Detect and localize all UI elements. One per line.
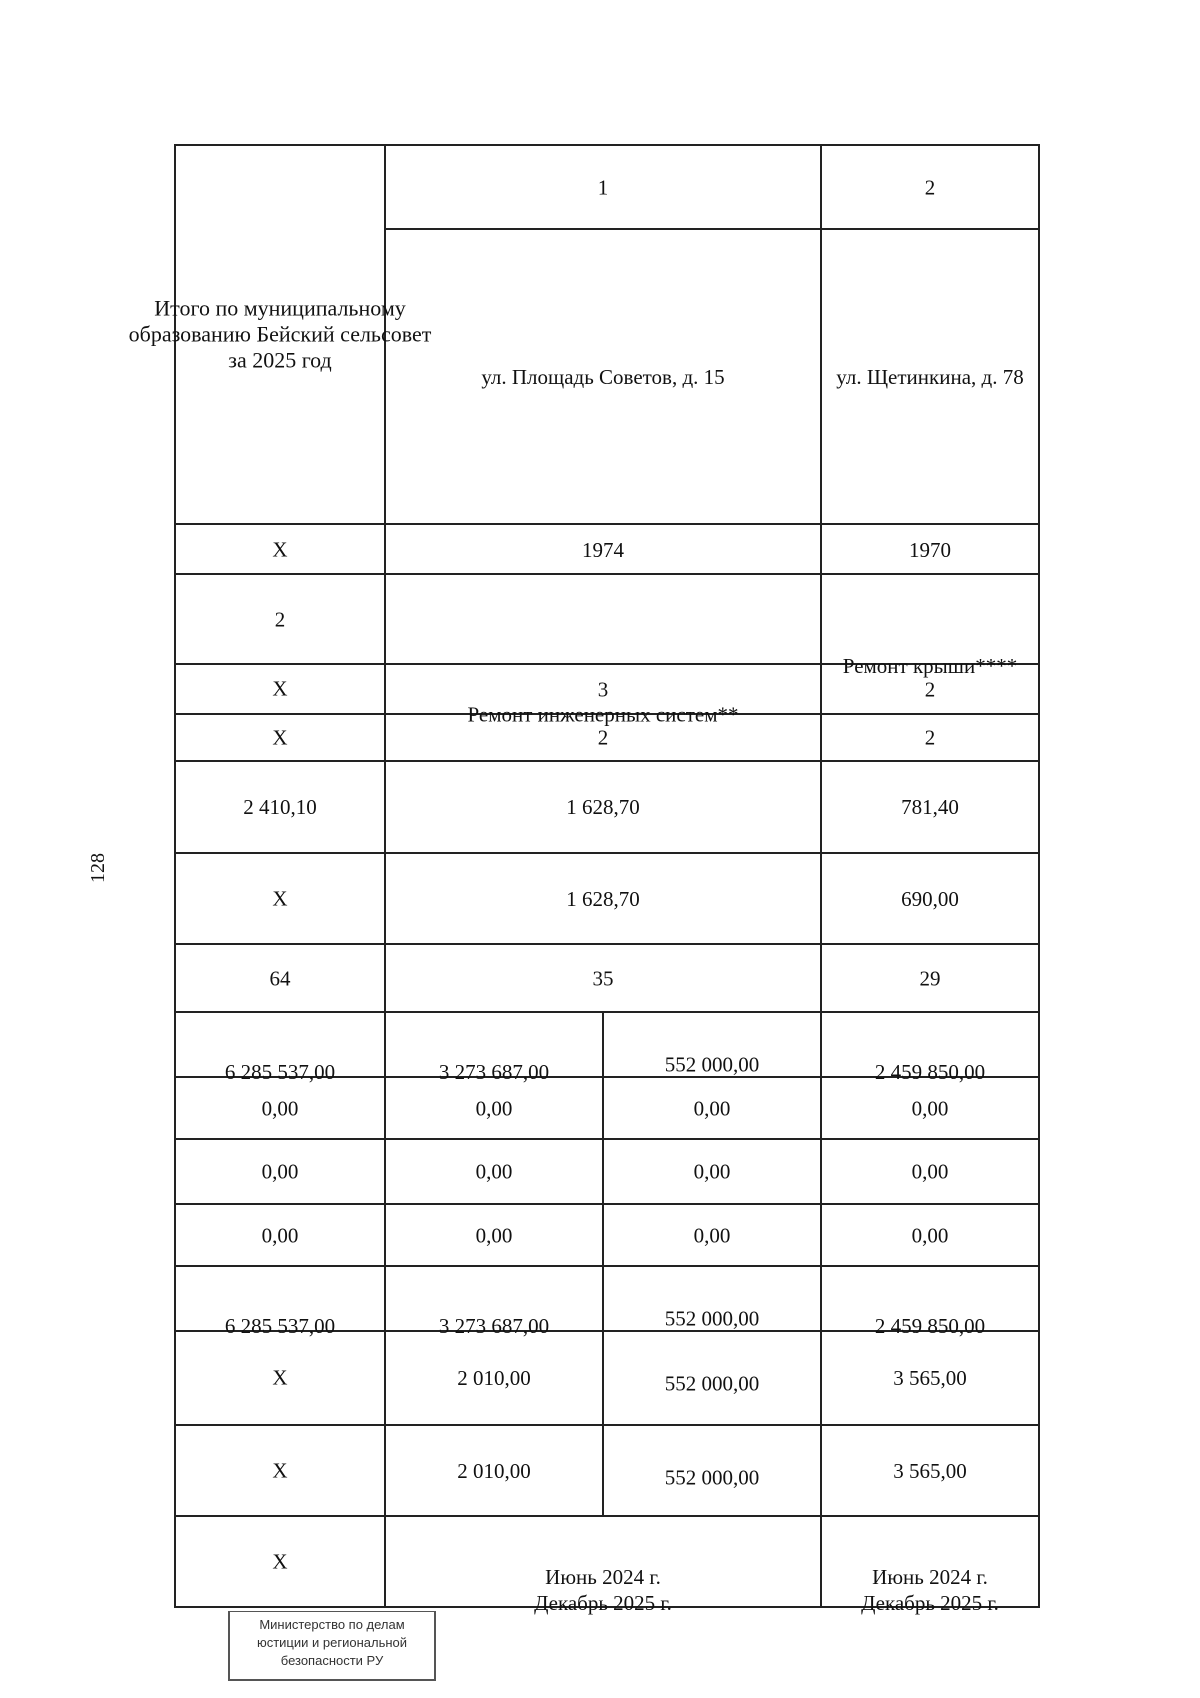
total-c11: 0,00 bbox=[175, 1077, 385, 1139]
table-row-2 bbox=[821, 145, 1039, 1607]
row-area: 781,40 bbox=[821, 761, 1039, 853]
row-c5: 2 bbox=[821, 664, 1039, 713]
page-number: 128 bbox=[87, 853, 109, 883]
row-work-type: Ремонт крыши**** bbox=[821, 574, 1039, 664]
row-c6: 2 bbox=[385, 714, 821, 761]
total-year: X bbox=[175, 524, 385, 573]
total-unit-cost: X bbox=[175, 1331, 385, 1426]
row-unit-cost-a: 552 000,00 bbox=[603, 1331, 821, 1426]
total-cost-other: 6 285 537,00 bbox=[175, 1266, 385, 1331]
row-c12-b: 0,00 bbox=[385, 1139, 603, 1204]
row-period: Июнь 2024 г. Декабрь 2025 г. bbox=[385, 1516, 821, 1607]
total-area2: X bbox=[175, 853, 385, 943]
register-table-container bbox=[128, 144, 1040, 1615]
row-cost-other-a: 552 000,00 bbox=[603, 1266, 821, 1331]
row-c13-a: 0,00 bbox=[603, 1204, 821, 1266]
row-area: 1 628,70 bbox=[385, 761, 821, 853]
row-limit-cost-a: 552 000,00 bbox=[603, 1425, 821, 1515]
stamp-line: Министерство по делам bbox=[259, 1617, 405, 1632]
total-c13: 0,00 bbox=[175, 1204, 385, 1266]
row-people: 35 bbox=[385, 944, 821, 1013]
row-work-type: Ремонт инженерных систем** bbox=[385, 574, 821, 664]
row-unit-cost: 3 565,00 bbox=[821, 1331, 1039, 1426]
total-people: 64 bbox=[175, 944, 385, 1013]
row-c6: 2 bbox=[821, 714, 1039, 761]
row-cost-other: 2 459 850,00 bbox=[821, 1266, 1039, 1331]
stamp-line: безопасности РУ bbox=[280, 1653, 384, 1668]
total-cost-total: 6 285 537,00 bbox=[175, 1012, 385, 1077]
row-c13: 0,00 bbox=[821, 1204, 1039, 1266]
total-area: 2 410,10 bbox=[175, 761, 385, 853]
row-c12: 0,00 bbox=[821, 1139, 1039, 1204]
row-limit-cost: 3 565,00 bbox=[821, 1425, 1039, 1515]
row-c11-a: 0,00 bbox=[603, 1077, 821, 1139]
capital-repair-table bbox=[128, 144, 1040, 1615]
row-c5: 3 bbox=[385, 664, 821, 713]
row-limit-cost-b: 2 010,00 bbox=[385, 1425, 603, 1515]
total-limit-cost: X bbox=[175, 1425, 385, 1515]
row-area2: 690,00 bbox=[821, 853, 1039, 943]
row-period: Июнь 2024 г. Декабрь 2025 г. bbox=[821, 1516, 1039, 1607]
row-number: 1 bbox=[385, 145, 821, 229]
row-unit-cost-b: 2 010,00 bbox=[385, 1331, 603, 1426]
registration-stamp bbox=[228, 1611, 436, 1681]
row-cost-other-b: 3 273 687,00 bbox=[385, 1266, 603, 1331]
row-address: ул. Площадь Советов, д. 15 bbox=[385, 229, 821, 525]
row-c11-b: 0,00 bbox=[385, 1077, 603, 1139]
row-cost-total-b: 3 273 687,00 bbox=[385, 1012, 603, 1077]
row-area2: 1 628,70 bbox=[385, 853, 821, 943]
total-c5: X bbox=[175, 664, 385, 713]
row-year: 1974 bbox=[385, 524, 821, 573]
row-people: 29 bbox=[821, 944, 1039, 1013]
row-c12-a: 0,00 bbox=[603, 1139, 821, 1204]
row-cost-total: 2 459 850,00 bbox=[821, 1012, 1039, 1077]
row-address: ул. Щетинкина, д. 78 bbox=[821, 229, 1039, 525]
total-period: X bbox=[175, 1516, 385, 1607]
row-c13-b: 0,00 bbox=[385, 1204, 603, 1266]
table-row-total bbox=[175, 145, 385, 1607]
row-cost-total-a: 552 000,00 bbox=[603, 1012, 821, 1077]
total-c6: X bbox=[175, 714, 385, 761]
total-label: Итого по муниципальному образованию Бейский сельсовет за 2025 год bbox=[175, 145, 385, 524]
stamp-line: юстиции и региональной bbox=[256, 1635, 408, 1650]
row-number: 2 bbox=[821, 145, 1039, 229]
total-c12: 0,00 bbox=[175, 1139, 385, 1204]
row-c11: 0,00 bbox=[821, 1077, 1039, 1139]
row-year: 1970 bbox=[821, 524, 1039, 573]
total-work-type: 2 bbox=[175, 574, 385, 664]
